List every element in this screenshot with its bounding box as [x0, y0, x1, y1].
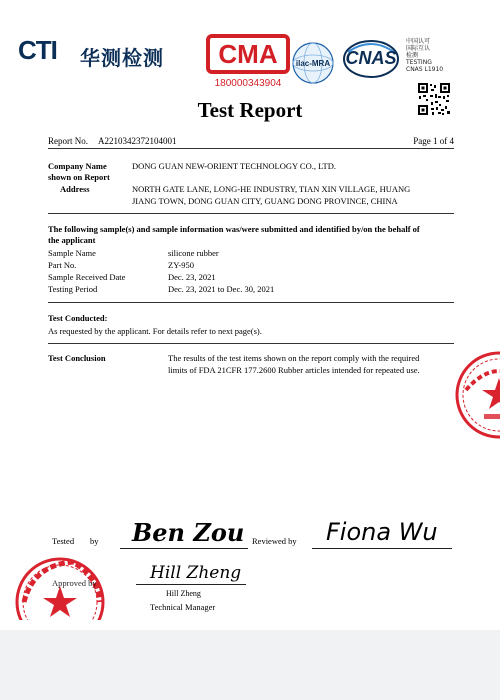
sample-row-label: Part No.	[48, 260, 77, 270]
approver-name: Hill Zheng	[166, 589, 201, 598]
reviewed-by-label: Reviewed by	[252, 536, 297, 546]
cti-logo-text: CTI	[18, 34, 57, 65]
test-conclusion-line-1: The results of the test items shown on the report comply with the required	[168, 353, 420, 363]
sample-row-value: ZY-950	[168, 260, 194, 270]
address-line-2: JIANG TOWN, DONG GUAN CITY, GUANG DONG PROVINCE, CHINA	[132, 196, 398, 206]
address-label: Address	[60, 184, 90, 194]
company-chinese-name: 华测检测	[80, 46, 164, 70]
sample-row-label: Sample Name	[48, 248, 96, 258]
address-line-1: NORTH GATE LANE, LONG-HE INDUSTRY, TIAN XIN VILLAGE, HUANG	[132, 184, 411, 194]
approver-signature: Hill Zheng	[150, 563, 242, 583]
page-title: Test Report	[197, 98, 303, 122]
sample-intro-line-2: the applicant	[48, 235, 96, 245]
cnas-label: CNAS	[345, 48, 397, 68]
divider	[48, 148, 454, 149]
tester-signature-line	[120, 548, 248, 549]
page-edge	[0, 620, 500, 630]
cnas-line: 检测	[406, 52, 419, 59]
cnas-accreditation-text	[406, 38, 466, 73]
approver-signature-line	[136, 584, 246, 585]
reviewer-signature: Fiona Wu	[326, 518, 438, 546]
company-name-value: DONG GUAN NEW-ORIENT TECHNOLOGY CO., LTD.	[132, 161, 336, 171]
sample-row-label: Testing Period	[48, 284, 98, 294]
sample-row-value: Dec. 23, 2021 to Dec. 30, 2021	[168, 284, 275, 294]
cnas-line: TESTING	[406, 59, 432, 66]
sample-row-value: silicone rubber	[168, 248, 219, 258]
tested-by-label: by	[90, 536, 99, 546]
test-conducted-text: As requested by the applicant. For details refer to next page(s).	[48, 326, 262, 336]
approved-by-label: Approved by	[52, 578, 97, 588]
official-seal-icon	[454, 350, 500, 440]
divider	[48, 213, 454, 214]
sample-row-value: Dec. 23, 2021	[168, 272, 216, 282]
ilac-mra-logo	[290, 40, 336, 86]
cnas-logo	[342, 38, 400, 84]
divider	[48, 302, 454, 303]
test-conclusion-label: Test Conclusion	[48, 353, 106, 363]
cnas-line: 中国认可	[406, 38, 431, 45]
ilac-label: ilac-MRA	[295, 59, 331, 68]
divider	[48, 343, 454, 344]
test-conducted-title: Test Conducted:	[48, 313, 108, 323]
report-header	[0, 0, 500, 100]
report-no-value: A2210342372104001	[98, 136, 177, 146]
cma-number: 180000343904	[214, 78, 282, 89]
cma-mark: CMA	[206, 34, 290, 74]
sample-row-label: Sample Received Date	[48, 272, 126, 282]
tested-label: Tested	[52, 536, 75, 546]
tester-signature: Ben Zou	[132, 518, 245, 547]
sample-intro-line-1: The following sample(s) and sample information was/were submitted and identified by/on the behalf of	[48, 224, 420, 234]
cma-logo	[206, 34, 290, 90]
approver-title: Technical Manager	[150, 602, 216, 612]
reviewer-signature-line	[312, 548, 452, 549]
company-name-label: Company Name	[48, 161, 107, 171]
page-indicator: Page 1 of 4	[413, 136, 454, 146]
page-bottom-strip	[0, 620, 500, 700]
cti-logo	[18, 36, 78, 64]
cnas-line: CNAS L1910	[406, 66, 444, 73]
cnas-line: 国际互认	[406, 45, 431, 52]
test-conclusion-line-2: limits of FDA 21CFR 177.2600 Rubber articles intended for repeated use.	[168, 365, 420, 375]
report-no-label: Report No.	[48, 136, 88, 146]
company-name-label-2: shown on Report	[48, 172, 110, 182]
